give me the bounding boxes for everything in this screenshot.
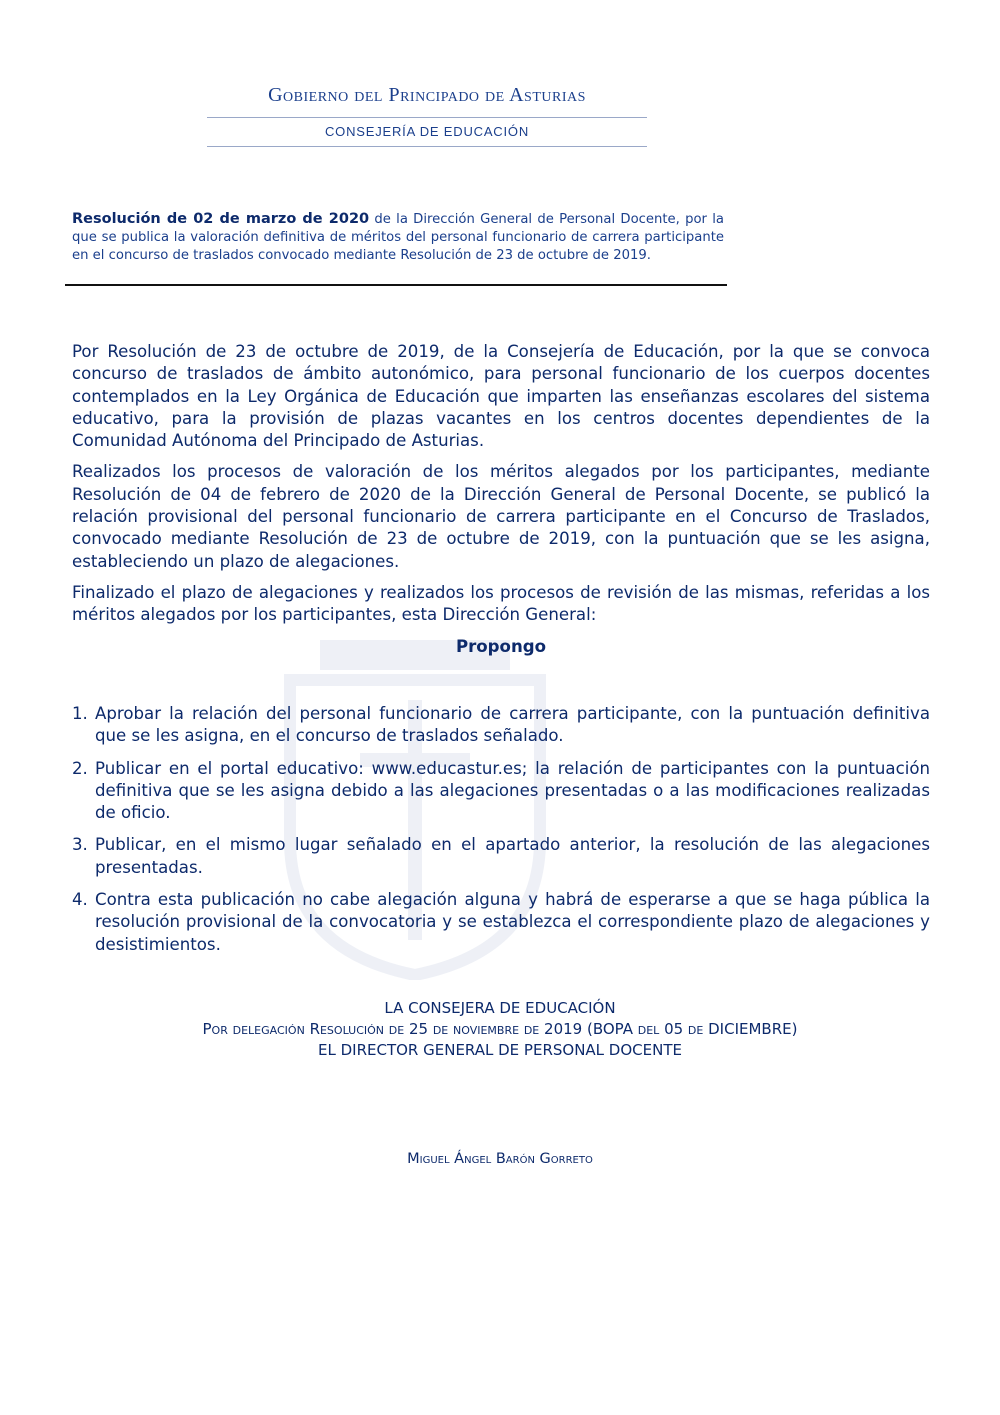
department-subtitle: CONSEJERÍA DE EDUCACIÓN	[324, 124, 530, 139]
header-divider	[207, 117, 647, 118]
paragraph-1: Por Resolución de 23 de octubre de 2019, de la Consejería de Educación, por la que se convoca concurso de traslados de ámbito autonómico, para personal funcionario de los cuerpos docentes contemplados en la Ley Orgánica de Educación que imparten las enseñanzas escolares del sistema educativo, para la provisión de plazas vacantes en los centros docentes dependientes de la Comunidad Autónoma del Principado de Asturias.	[72, 342, 930, 451]
paragraph-2: Realizados los procesos de valoración de los méritos alegados por los participantes, mediante Resolución de 04 de febrero de 2020 de la Dirección General de Personal Docente, se publicó la relación provisional del personal funcionario de carrera participante en el Concurso de Traslados, convocado mediante Resolución de 23 de octubre de 2019, con la puntuación que se les asigna, estableciendo un plazo de alegaciones.	[72, 462, 930, 571]
proposal-list	[72, 703, 930, 966]
propongo-heading: Propongo	[455, 636, 547, 656]
list-item	[72, 834, 930, 879]
item-number: 4.	[72, 890, 88, 910]
letterhead	[207, 84, 647, 147]
item-text: Aprobar la relación del personal funcionario de carrera participante, con la puntuación definitiva que se les asigna, en el concurso de traslados señalado.	[95, 704, 930, 746]
signature-line-2: Por delegación Resolución de 25 de noviembre de 2019 (BOPA del 05 de DICIEMBRE)	[202, 1020, 798, 1038]
item-number: 1.	[72, 704, 88, 723]
signature-line-3: EL DIRECTOR GENERAL DE PERSONAL DOCENTE	[318, 1041, 682, 1059]
list-item	[72, 889, 930, 956]
signer-name: Miguel Ángel Barón Gorreto	[407, 1151, 593, 1167]
resolution-divider	[65, 284, 727, 286]
item-text: Publicar, en el mismo lugar señalado en el apartado anterior, la resolución de las alegaciones presentadas.	[95, 835, 930, 877]
resolution-text: de la Dirección General de Personal Docente, por la que se publica la valoración definitiva de méritos del personal funcionario de carrera participante en el concurso de traslados convocado mediante Resolución de 23 de octubre de 2019.	[72, 212, 724, 263]
resolution-title: Resolución de 02 de marzo de 2020	[72, 211, 370, 227]
resolution-summary	[72, 210, 724, 265]
item-text: Contra esta publicación no cabe alegación alguna y habrá de esperarse a que se haga pública la resolución provisional de la convocatoria y se establezca el correspondiente plazo de alegaciones y desistimientos.	[95, 890, 930, 954]
government-title: Gobierno del Principado de Asturias	[268, 84, 586, 106]
signature-block	[100, 998, 900, 1061]
item-number: 2.	[72, 758, 88, 778]
list-item	[72, 758, 930, 825]
signature-line-1: LA CONSEJERA DE EDUCACIÓN	[384, 999, 616, 1017]
list-item	[72, 703, 930, 748]
paragraph-3: Finalizado el plazo de alegaciones y realizados los procesos de revisión de las mismas, referidas a los méritos alegados por los participantes, esta Dirección General:	[72, 582, 930, 625]
document-body	[72, 341, 930, 658]
item-text: Publicar en el portal educativo: www.educastur.es; la relación de participantes con la puntuación definitiva que se les asigna debido a las alegaciones presentadas o a las modificaciones realizadas de oficio.	[95, 758, 930, 823]
header-divider-bottom	[207, 146, 647, 147]
item-number: 3.	[72, 835, 88, 855]
